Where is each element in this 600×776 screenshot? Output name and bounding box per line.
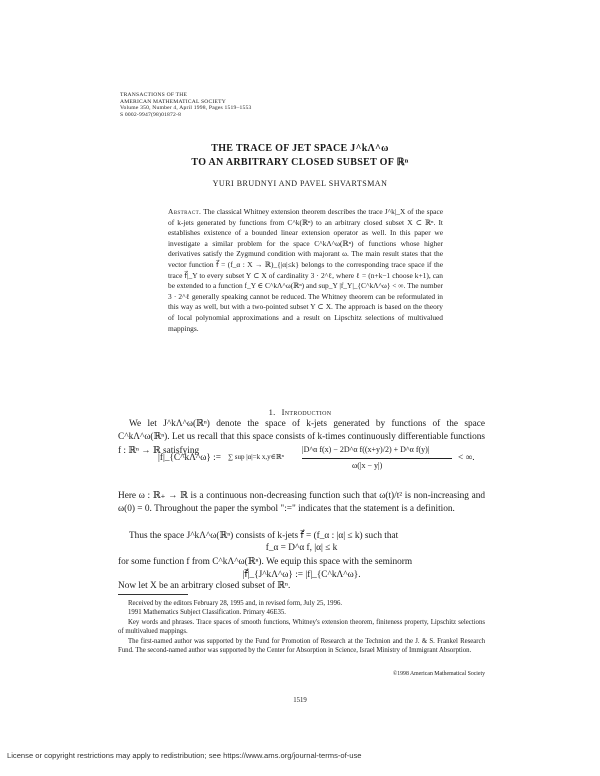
intro-paragraph-4: for some function f from C^kΛ^ω(ℝⁿ). We equip this space with the seminorm [118, 557, 413, 567]
intro-paragraph-1: We let J^kΛ^ω(ℝⁿ) denote the space of k-jets generated by functions of the space C^kΛ^ω(ℝⁿ). Let us recall that this space consists of k-times continuously differentiable functions f : ℝⁿ → ℝ satisfying [118, 419, 485, 456]
journal-name-line1: TRANSACTIONS OF THE [120, 92, 188, 98]
copyright-notice: ©1998 American Mathematical Society [392, 671, 485, 677]
section-number: 1. [268, 407, 276, 417]
section-heading [0, 407, 600, 417]
jet-formula: f_α = D^α f, |α| ≤ k [265, 543, 338, 553]
journal-header [120, 92, 252, 118]
formula-tail: < ∞. [458, 453, 475, 463]
section-title: Introduction [281, 407, 332, 417]
footnote-received: Received by the editors February 28, 1995 and, in revised form, July 25, 1996. [128, 600, 343, 607]
abstract-label: Abstract. [168, 207, 202, 216]
abstract-text: The classical Whitney extension theorem describes the trace J^k|_X of the space of k-jets generated by functions from C^k(ℝⁿ) to an arbitrary closed subset X ⊂ ℝⁿ. It establishes existence of a bounded linear extension operator as well. In this paper we investigate a similar problem for the space C^kΛ^ω(ℝⁿ) of functions whose higher derivatives satisfy the Zygmund condition with majorant ω. The main result states that the vector function f⃗ = (f_α : X → ℝ)_{|α|≤k} belongs to the corresponding trace space if the trace f⃗|_Y to every subset Y ⊂ X of cardinality 3 · 2^ℓ, where ℓ = (n+k−1 choose k+1), can be extended to a function f_Y ∈ C^kΛ^ω(ℝⁿ) and sup_Y |f_Y|_{C^kΛ^ω} < ∞. The number 3 · 2^ℓ generally speaking cannot be reduced. The Whitney theorem can be reformulated in this way as well, but with a two-pointed subset Y ⊂ X. The approach is based on the theory of local polynomial approximations and a result on Lipschitz selections of multivalued mappings. [168, 207, 443, 333]
license-notice: License or copyright restrictions may apply to redistribution; see https://www.ams.org/journal-terms-of-use [7, 751, 362, 760]
footnote-keywords: Key words and phrases. Trace spaces of smooth functions, Whitney's extension theorem, finiteness property, Lipschitz selections of multivalued mappings. [118, 618, 485, 636]
seminorm-formula [0, 447, 600, 487]
fraction-bar [302, 458, 452, 459]
journal-volume-info: Volume 350, Number 4, April 1998, Pages 1519–1553 [120, 105, 252, 112]
formula-sum: ∑ sup |α|=k x,y∈ℝⁿ [228, 453, 284, 461]
abstract [168, 207, 443, 334]
intro-paragraph-3: Thus the space J^kΛ^ω(ℝⁿ) consists of k-jets f⃗ = (f_α : |α| ≤ k) such that [129, 531, 399, 541]
journal-identifier: S 0002-9947(98)01872-8 [120, 111, 182, 118]
footnote-msc: 1991 Mathematics Subject Classification. Primary 46E35. [128, 609, 287, 617]
title-line1: THE TRACE OF JET SPACE J^kΛ^ω [211, 143, 389, 154]
intro-paragraph-5: Now let X be an arbitrary closed subset of ℝⁿ. [118, 581, 291, 591]
seminorm-definition: |f⃗|_{J^kΛ^ω} := |f|_{C^kΛ^ω}. [242, 570, 361, 580]
footnote-rule [118, 594, 188, 595]
title-line2: TO AN ARBITRARY CLOSED SUBSET OF ℝⁿ [191, 157, 409, 168]
formula-denominator: ω(|x − y|) [352, 461, 383, 470]
formula-numerator: |D^α f(x) − 2D^α f((x+y)/2) + D^α f(y)| [302, 445, 430, 454]
journal-name-line2: AMERICAN MATHEMATICAL SOCIETY [120, 98, 226, 105]
formula-lhs: |f|_{C^kΛ^ω} := [158, 453, 221, 463]
intro-paragraph-2: Here ω : ℝ₊ → ℝ is a continuous non-decreasing function such that ω(t)/t² is non-increasing and ω(0) = 0. Throughout the paper the symbol ":=" indicates that the statement is a definition. [118, 491, 485, 515]
authors: YURI BRUDNYI AND PAVEL SHVARTSMAN [212, 179, 388, 188]
footnotes [118, 599, 485, 655]
footnote-support: The first-named author was supported by the Fund for Promotion of Research at the Technion and the J. & S. Frankel Research Fund. The second-named author was supported by the Center for Absorption in Science, Israel Ministry of Immigrant Absorption. [118, 637, 485, 655]
page-number: 1519 [293, 697, 307, 704]
